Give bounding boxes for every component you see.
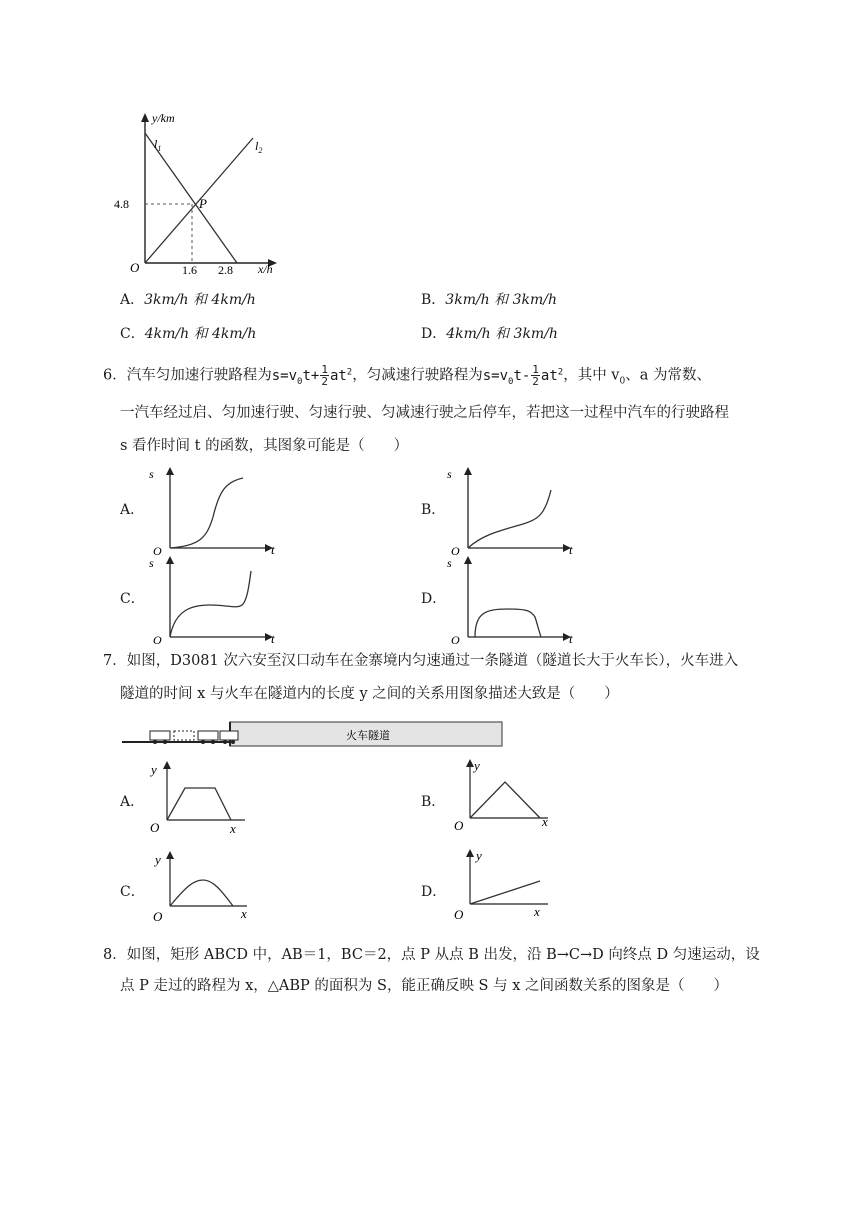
curve [170, 478, 243, 548]
svg-text:O: O [153, 544, 162, 557]
svg-text:y: y [476, 848, 482, 863]
train-car [220, 731, 238, 740]
q6-graph-c [145, 551, 285, 646]
q6-option-d-label: D． [421, 591, 447, 607]
line-l1-label: $l_1$ [154, 137, 162, 153]
stem-text: 汽车匀加速行驶路程为 [126, 367, 272, 384]
svg-text:s: s [149, 467, 154, 481]
x-tick-label-2: 2.8 [218, 263, 233, 277]
svg-text:x: x [542, 814, 548, 829]
curve [167, 788, 231, 820]
option-letter: B． [421, 292, 446, 308]
y-axis-label: y/km [152, 111, 175, 125]
q5-option-b [421, 290, 557, 310]
stem-text: 如图，矩形 ABCD 中，AB＝1，BC＝2，点 P 从点 B 出发，沿 B→C→D 向终点 D 匀速运动，设 [126, 947, 760, 963]
svg-text:s: s [447, 556, 452, 570]
stem-text: ，匀减速行驶路程为 [352, 367, 483, 384]
q5-option-c [120, 324, 256, 344]
q7-option-a-label: A． [120, 794, 145, 810]
point-p-label: P [199, 196, 207, 211]
question-number: 7． [103, 653, 127, 669]
origin-label: O [130, 260, 140, 275]
svg-text:O: O [454, 818, 464, 833]
svg-text:O: O [454, 907, 464, 922]
y-axis-arrow [141, 113, 149, 122]
train-car [150, 731, 170, 740]
formula-accelerate: $s=v_0t+$ $\frac{1}{2}$ $at^2$ [271, 363, 353, 389]
curve [470, 782, 540, 818]
curve [170, 880, 233, 906]
option-text: 3km/h 和 3km/h [445, 292, 557, 308]
q7-option-d-label: D． [421, 884, 447, 900]
q6-graph-d [443, 551, 583, 646]
stem-text: 、a 为常数、 [625, 367, 712, 384]
q7-graph-d [448, 846, 563, 926]
train-car [174, 731, 194, 740]
q6-stem-line-3: s 看作时间 t 的函数，其图象可能是（ ） [120, 438, 409, 454]
svg-text:t: t [569, 542, 573, 557]
svg-text:O: O [451, 633, 460, 646]
q8-stem-line-1 [103, 945, 760, 965]
q6-option-b-label: B． [421, 502, 446, 518]
y-tick-label: 4.8 [114, 197, 129, 211]
x-axis-label: x/h [258, 262, 273, 276]
q8-stem-line-2: 点 P 走过的路程为 x，△ABP 的面积为 S，能正确反映 S 与 x 之间函数关系的图象是（ ） [120, 978, 728, 994]
svg-text:x: x [241, 906, 247, 921]
svg-text:t: t [271, 631, 275, 646]
svg-text:s: s [149, 556, 154, 570]
svg-text:x: x [230, 821, 236, 836]
svg-text:O: O [150, 820, 160, 835]
train-car [198, 731, 218, 740]
svg-text:x: x [534, 904, 540, 919]
svg-text:O: O [451, 544, 460, 557]
q6-option-a-label: A． [120, 502, 145, 518]
option-text: 3km/h 和 4km/h [144, 292, 256, 308]
question-number: 8． [103, 947, 127, 963]
x-tick-label-1: 1.6 [182, 263, 197, 277]
q5-distance-time-graph [110, 108, 290, 278]
option-letter: C． [120, 326, 145, 342]
curve [170, 571, 251, 637]
svg-text:y: y [151, 762, 157, 777]
stem-text: 如图，D3081 次六安至汉口动车在金寨境内匀速通过一条隧道（隧道长大于火车长），火车进入 [126, 653, 739, 669]
q5-option-d [421, 324, 558, 344]
tunnel-label: 火车隧道 [346, 730, 390, 742]
svg-text:t: t [271, 542, 275, 557]
q7-tunnel-figure [120, 716, 510, 750]
option-letter: A． [120, 292, 145, 308]
q7-graph-c [145, 848, 260, 928]
q6-graph-b [443, 462, 583, 557]
q7-graph-b [448, 756, 563, 836]
q7-option-b-label: B． [421, 794, 446, 810]
q7-stem-line-2: 隧道的时间 x 与火车在隧道内的长度 y 之间的关系用图象描述大致是（ ） [120, 686, 619, 702]
svg-text:y: y [155, 852, 161, 867]
svg-text:y: y [474, 758, 480, 773]
svg-text:s: s [447, 467, 452, 481]
q6-stem-line-2: 一汽车经过启、匀加速行驶、匀速行驶、匀减速行驶之后停车，若把这一过程中汽车的行驶路程 [120, 405, 729, 421]
q6-graph-a [145, 462, 285, 557]
q6-option-c-label: C． [120, 591, 145, 607]
svg-text:t: t [569, 631, 573, 646]
line-l2-label: $l_2$ [255, 139, 263, 155]
svg-text:O: O [153, 633, 162, 646]
option-text: 4km/h 和 3km/h [446, 326, 558, 342]
option-text: 4km/h 和 4km/h [144, 326, 257, 342]
q7-graph-a [145, 758, 260, 838]
question-number: 6． [103, 367, 127, 384]
q7-option-c-label: C． [120, 884, 145, 900]
svg-text:O: O [153, 909, 163, 924]
stem-text: ，其中 v [563, 367, 620, 384]
option-letter: D． [421, 326, 447, 342]
q6-stem-line-1: 6．汽车匀加速行驶路程为$s=v_0t+$ $\frac{1}{2}$ $at^2$，匀减速行驶路程为$s=v_0t-$ $\frac{1}{2}$ $at^2$，其中 $v_0$、a 为常数、 [103, 363, 712, 389]
curve [475, 609, 541, 637]
q5-option-a [120, 290, 256, 310]
formula-decelerate: $s=v_0t-$ $\frac{1}{2}$ $at^2$ [482, 363, 564, 389]
curve [468, 490, 551, 548]
curve [470, 881, 540, 904]
q7-stem-line-1 [103, 651, 738, 671]
